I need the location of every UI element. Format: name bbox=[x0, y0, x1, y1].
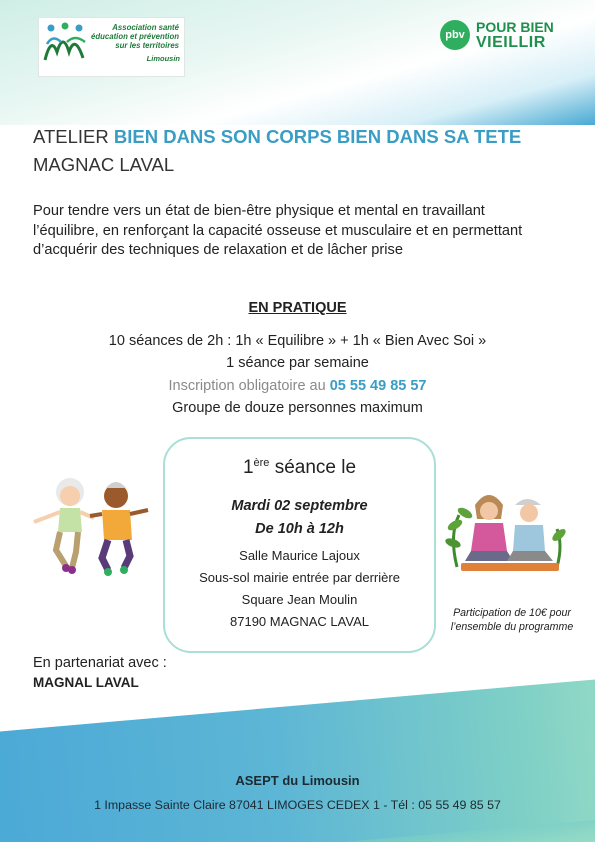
pbv-logo-line-2: VIEILLIR bbox=[476, 34, 546, 51]
pbv-badge-icon: pbv bbox=[440, 20, 470, 50]
dancing-seniors-illustration bbox=[30, 470, 155, 580]
session-time: De 10h à 12h bbox=[255, 521, 344, 537]
practice-frequency: 1 séance par semaine bbox=[226, 355, 369, 371]
intro-paragraph: Pour tendre vers un état de bien-être physique et mental en travaillant l’équilibre, en renforçant la capacité osseuse et musculaire et en permettant d’acquérir des techniques de relaxation et de lâcher prise bbox=[33, 203, 523, 258]
session-street: Square Jean Moulin bbox=[241, 592, 358, 607]
meditating-seniors-illustration bbox=[445, 485, 567, 577]
partnership-label: En partenariat avec : bbox=[33, 655, 167, 671]
logo-line-3: sur les territoires bbox=[115, 41, 179, 50]
page-location: MAGNAC LAVAL bbox=[33, 154, 175, 175]
session-number: 1 bbox=[242, 457, 254, 478]
partnership-name: MAGNAL LAVAL bbox=[33, 675, 139, 690]
registration-phone: 05 55 49 85 57 bbox=[329, 378, 427, 394]
practice-registration bbox=[0, 378, 595, 394]
practice-group: Groupe de douze personnes maximum bbox=[172, 400, 423, 416]
bottom-wave-shape bbox=[0, 674, 595, 842]
session-date: Mardi 02 septembre bbox=[231, 498, 368, 514]
footer-organization: ASEPT du Limousin bbox=[235, 773, 360, 788]
practice-heading: EN PRATIQUE bbox=[248, 300, 347, 316]
asept-logo bbox=[38, 17, 185, 77]
participation-note: Participation de 10€ pour l’ensemble du programme bbox=[450, 607, 574, 633]
registration-label: Inscription obligatoire au bbox=[168, 378, 330, 394]
session-city: 87190 MAGNAC LAVAL bbox=[230, 614, 369, 629]
session-venue-detail: Sous-sol mairie entrée par derrière bbox=[199, 570, 400, 585]
session-card-title bbox=[163, 457, 436, 479]
logo-region: Limousin bbox=[146, 54, 180, 63]
footer-address: 1 Impasse Sainte Claire 87041 LIMOGES CEDEX 1 - Tél : 05 55 49 85 57 bbox=[94, 798, 501, 812]
session-title-rest: séance le bbox=[269, 457, 357, 478]
logo-line-1: Association santé bbox=[112, 23, 179, 32]
logo-line-2: éducation et prévention bbox=[91, 32, 179, 41]
session-ordinal-suffix: ère bbox=[253, 457, 270, 469]
session-venue: Salle Maurice Lajoux bbox=[239, 548, 360, 563]
page-title bbox=[33, 126, 521, 148]
title-prefix: ATELIER bbox=[33, 126, 114, 147]
practice-sessions: 10 séances de 2h : 1h « Equilibre » + 1h « Bien Avec Soi » bbox=[108, 333, 487, 349]
title-highlight: BIEN DANS SON CORPS BIEN DANS SA TETE bbox=[113, 126, 522, 147]
pbv-logo-line-1: POUR BIEN bbox=[476, 19, 554, 35]
